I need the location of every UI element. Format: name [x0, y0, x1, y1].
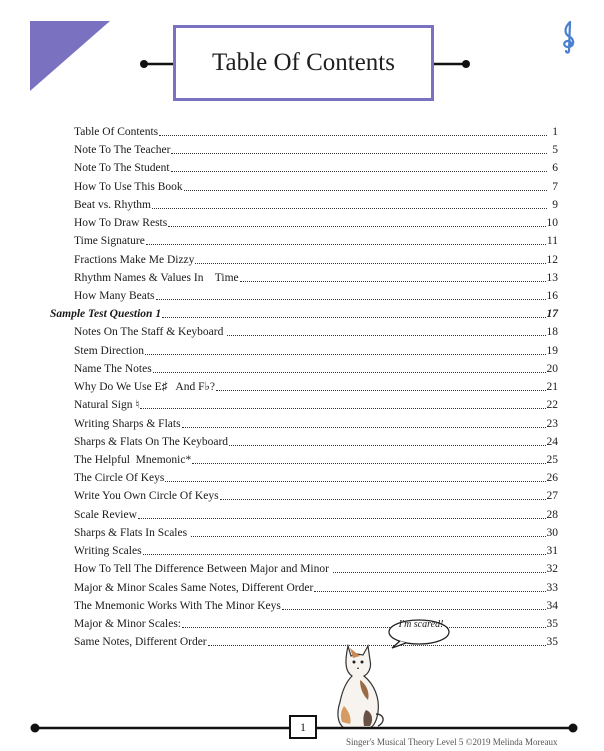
toc-entry-page: 19: [546, 344, 558, 357]
toc-entry-page: 35: [546, 617, 558, 630]
toc-entry-title: The Circle Of Keys: [74, 472, 165, 485]
toc-entry-page: 1: [552, 126, 558, 138]
toc-entry[interactable]: [74, 413, 558, 431]
copyright-text: Singer's Musical Theory Level 5 ©2019 Melinda Moreaux: [346, 737, 558, 747]
toc-entry-title: Stem Direction: [74, 344, 144, 357]
toc-entry-page: 18: [546, 326, 558, 339]
toc-entry-page: 23: [546, 417, 558, 430]
toc-entry-title: Writing Sharps & Flats: [74, 417, 181, 430]
toc-entry[interactable]: [74, 157, 558, 175]
toc-entry-title: The Mnemonic Works With The Minor Keys: [74, 599, 281, 612]
toc-dot-leader: [191, 535, 546, 537]
toc-entry-page: 27: [546, 490, 558, 503]
toc-dot-leader: [229, 444, 545, 446]
toc-entry-page: 17: [546, 308, 558, 321]
toc-entry-page: 32: [546, 563, 558, 576]
toc-entry[interactable]: [74, 631, 558, 649]
toc-entry[interactable]: [74, 176, 558, 194]
toc-entry-title: Natural Sign ♮: [74, 399, 140, 412]
toc-entry-page: 11: [546, 235, 558, 248]
toc-entry-title: Note To The Teacher: [74, 144, 171, 157]
toc-entry[interactable]: [74, 449, 558, 467]
toc-dot-leader: [333, 571, 546, 573]
toc-entry-title: Why Do We Use E♯ And F♭?: [74, 381, 215, 394]
toc-dot-leader: [140, 407, 545, 409]
toc-entry-title: How To Draw Rests: [74, 217, 168, 230]
toc-entry[interactable]: [74, 522, 558, 540]
toc-entry-title: Sample Test Question 1: [50, 308, 162, 321]
toc-entry[interactable]: [74, 540, 558, 558]
toc-entry-title: Name The Notes: [74, 362, 152, 375]
toc-dot-leader: [162, 316, 545, 318]
toc-entry[interactable]: [74, 121, 558, 139]
toc-entry[interactable]: [74, 340, 558, 358]
toc-entry-title: Beat vs. Rhythm: [74, 198, 151, 211]
toc-entry[interactable]: [74, 504, 558, 522]
toc-entry-title: How To Use This Book: [74, 180, 183, 193]
toc-entry-page: 10: [546, 217, 558, 230]
toc-entry-page: 30: [546, 526, 558, 539]
toc-entry-page: 20: [546, 362, 558, 375]
toc-dot-leader: [168, 225, 545, 227]
toc-section-heading[interactable]: [50, 303, 558, 321]
toc-dot-leader: [184, 189, 547, 191]
toc-entry-page: 9: [552, 198, 558, 211]
toc-dot-leader: [165, 480, 545, 482]
toc-dot-leader: [145, 353, 546, 355]
toc-entry-title: Major & Minor Scales:: [74, 617, 181, 630]
toc-entry[interactable]: [74, 249, 558, 267]
toc-entry-page: 6: [552, 162, 558, 175]
toc-entry[interactable]: [74, 485, 558, 503]
cat-illustration-icon: [330, 640, 388, 732]
toc-dot-leader: [156, 298, 546, 300]
toc-entry[interactable]: [74, 376, 558, 394]
toc-entry-page: 34: [546, 599, 558, 612]
toc-entry[interactable]: [74, 431, 558, 449]
toc-entry-title: Write You Own Circle Of Keys: [74, 490, 219, 503]
toc-entry-title: Sharps & Flats In Scales: [74, 526, 190, 539]
toc-entry[interactable]: [74, 230, 558, 248]
toc-dot-leader: [240, 280, 546, 282]
toc-dot-leader: [171, 170, 547, 172]
toc-dot-leader: [182, 626, 546, 628]
toc-entry-page: 5: [552, 144, 558, 157]
toc-dot-leader: [182, 426, 546, 428]
treble-clef-icon: [560, 20, 578, 54]
toc-entry[interactable]: [74, 139, 558, 157]
speech-text: I'm scared!: [398, 619, 444, 630]
toc-dot-leader: [171, 152, 547, 154]
toc-dot-leader: [152, 207, 547, 209]
toc-dot-leader: [192, 462, 545, 464]
toc-entry-title: How To Tell The Difference Between Major and Minor: [74, 563, 332, 576]
toc-entry[interactable]: [74, 577, 558, 595]
toc-dot-leader: [227, 334, 545, 336]
toc-entry[interactable]: [74, 394, 558, 412]
toc-entry-page: 31: [546, 545, 558, 558]
toc-entry-title: Same Notes, Different Order: [74, 636, 207, 649]
title-box: [173, 25, 434, 101]
toc-entry-page: 16: [546, 289, 558, 302]
toc-entry-title: How Many Beats: [74, 289, 155, 302]
page-number-box: [289, 715, 317, 739]
toc-entry-title: Major & Minor Scales Same Notes, Different Order: [74, 581, 314, 594]
toc-dot-leader: [195, 262, 545, 264]
toc-entry[interactable]: [74, 595, 558, 613]
toc-dot-leader: [159, 134, 547, 136]
toc-dot-leader: [282, 608, 546, 610]
toc-entry[interactable]: [74, 613, 558, 631]
toc-entry[interactable]: [74, 194, 558, 212]
toc-dot-leader: [153, 371, 546, 373]
toc-entry-page: 22: [546, 399, 558, 412]
toc-entry-title: Note To The Student: [74, 162, 170, 175]
page-title: Table Of Contents: [212, 49, 395, 76]
toc-entry-title: Sharps & Flats On The Keyboard: [74, 435, 229, 448]
toc-entry[interactable]: [74, 267, 558, 285]
toc-dot-leader: [220, 498, 546, 500]
toc-entry-page: 33: [546, 581, 558, 594]
toc-entry[interactable]: [74, 321, 558, 339]
toc-entry-title: Writing Scales: [74, 545, 142, 558]
toc-entry-page: 12: [546, 253, 558, 266]
toc-entry-page: 7: [552, 180, 558, 193]
toc-entry-page: 25: [546, 453, 558, 466]
toc-entry-title: Fractions Make Me Dizzy: [74, 253, 195, 266]
toc-dot-leader: [143, 553, 546, 555]
toc-entry[interactable]: [74, 212, 558, 230]
toc-entry-page: 24: [546, 435, 558, 448]
toc-entry-title: Rhythm Names & Values In Time: [74, 271, 239, 284]
toc-entry[interactable]: [74, 467, 558, 485]
toc-entry-page: 35: [546, 636, 558, 649]
corner-triangle-icon: [30, 21, 110, 91]
toc-entry[interactable]: [74, 285, 558, 303]
toc-entry[interactable]: [74, 358, 558, 376]
toc-entry-page: 28: [546, 508, 558, 521]
toc-entry-title: Time Signature: [74, 235, 145, 248]
toc-entry-title: Notes On The Staff & Keyboard: [74, 326, 227, 339]
page-number: 1: [300, 719, 306, 734]
toc-entry-title: Table Of Contents: [74, 126, 159, 138]
toc-entry-page: 21: [546, 381, 558, 394]
toc-entry-title: The Helpful Mnemonic*: [74, 453, 192, 466]
toc-entry-title: Scale Review: [74, 508, 137, 521]
toc-entry[interactable]: [74, 558, 558, 576]
toc-entry-page: 13: [546, 271, 558, 284]
toc-dot-leader: [138, 517, 546, 519]
toc-entry-page: 26: [546, 472, 558, 485]
toc-dot-leader: [216, 389, 546, 391]
toc-dot-leader: [146, 243, 546, 245]
toc-dot-leader: [314, 590, 545, 592]
